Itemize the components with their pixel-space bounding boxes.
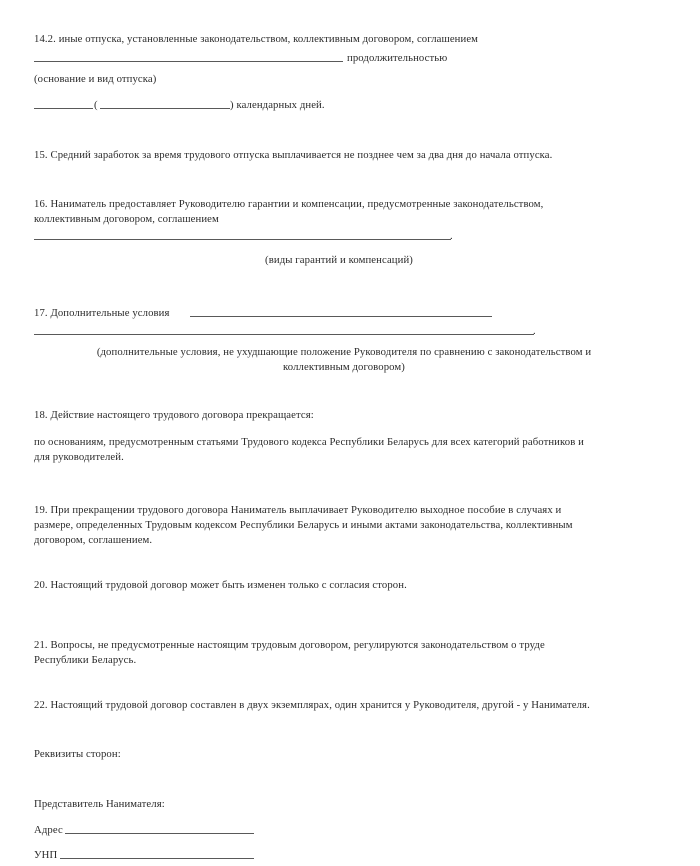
clause-16-guarantees-rule (34, 239, 451, 240)
address-rule (65, 833, 254, 834)
clause-21-line1: 21. Вопросы, не предусмотренные настоящим трудовым договором, регулируются законодательством о труде (34, 639, 545, 651)
clause-19-line1: 19. При прекращении трудового договора Наниматель выплачивает Руководителю выходное пособие в случаях и (34, 504, 562, 516)
clause-14-2-duration-label: продолжительностью (347, 52, 448, 64)
clause-17-rule-terminator: . (533, 325, 536, 337)
clause-15: 15. Средний заработок за время трудового отпуска выплачивается не позднее чем за два дня до начала отпуска. (34, 149, 553, 161)
requisites-heading: Реквизиты сторон: (34, 748, 121, 760)
unp-label: УНП (34, 849, 58, 861)
clause-14-2-days-words-rule (100, 108, 230, 109)
clause-17-rule-2 (34, 334, 534, 335)
employer-representative-label: Представитель Нанимателя: (34, 798, 165, 810)
clause-20: 20. Настоящий трудовой договор может быть изменен только с согласия сторон. (34, 579, 407, 591)
unp-rule (60, 858, 254, 859)
clause-18-body-line2: для руководителей. (34, 451, 124, 463)
clause-18-body-line1: по основаниям, предусмотренным статьями Трудового кодекса Республики Беларусь для всех категорий работников и (34, 436, 584, 448)
clause-16-line1: 16. Наниматель предоставляет Руководителю гарантии и компенсации, предусмотренные законодательством, (34, 198, 544, 210)
clause-14-2-basis-rule (34, 61, 343, 62)
clause-16-caption: (виды гарантий и компенсаций) (265, 254, 413, 266)
clause-19-line3: договором, соглашением. (34, 534, 153, 546)
clause-17-caption-line1: (дополнительные условия, не ухудшающие положение Руководителя по сравнению с законодательством и (96, 346, 592, 358)
clause-14-2-days-suffix: ) календарных дней. (230, 99, 325, 111)
clause-18-heading: 18. Действие настоящего трудового договора прекращается: (34, 409, 314, 421)
clause-21-line2: Республики Беларусь. (34, 654, 137, 666)
clause-14-2-days-number-rule (34, 108, 93, 109)
clause-14-2-open-paren: ( (94, 99, 98, 111)
clause-17-rule-1 (190, 316, 492, 317)
clause-14-2-line1: 14.2. иные отпуска, установленные законодательством, коллективным договором, соглашением (34, 33, 479, 45)
clause-17-label: 17. Дополнительные условия (34, 307, 170, 319)
clause-17-caption-line2: коллективным договором) (283, 361, 405, 373)
clause-19-line2: размере, определенных Трудовым кодексом Республики Беларусь и иными актами законодательства, коллективным (34, 519, 573, 531)
clause-16-line2: коллективным договором, соглашением (34, 213, 219, 225)
address-label: Адрес (34, 824, 63, 836)
clause-16-rule-terminator: . (450, 230, 453, 242)
clause-22: 22. Настоящий трудовой договор составлен в двух экземплярах, один хранится у Руководителя, другой - у Нанимателя. (34, 699, 590, 711)
clause-14-2-basis-caption: (основание и вид отпуска) (34, 73, 157, 85)
